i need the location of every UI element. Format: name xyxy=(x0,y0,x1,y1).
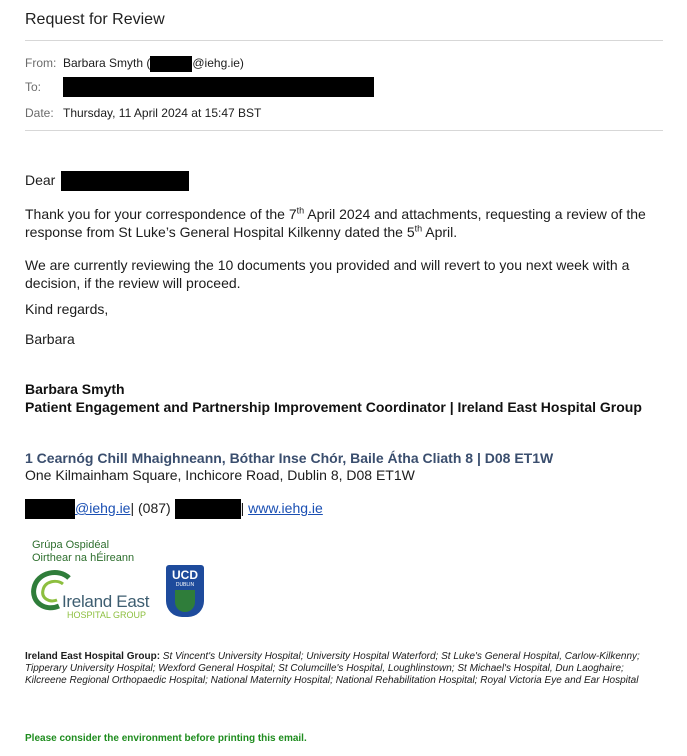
from-name: Barbara Smyth ( xyxy=(63,56,151,71)
logo-irish-line2: Oirthear na hÉireann xyxy=(32,552,135,564)
logo-brand-sub: HOSPITAL GROUP xyxy=(67,610,147,620)
greeting-text: Dear xyxy=(25,172,56,188)
environment-note: Please consider the environment before printing this email. xyxy=(25,733,307,744)
date-row xyxy=(25,106,262,120)
address-english: One Kilmainham Square, Inchicore Road, Dublin 8, D08 ET1W xyxy=(25,467,415,483)
contact-line xyxy=(25,499,323,519)
logo-brand-main: Ireland East xyxy=(62,592,150,611)
paragraph-2: We are currently reviewing the 10 documents you provided and will revert to you next week with a decision, if the review will proceed. xyxy=(25,257,630,291)
redacted-block xyxy=(175,499,241,519)
harp-icon xyxy=(175,590,195,612)
closing: Kind regards, xyxy=(25,301,109,317)
p1-part-a: Thank you for your correspondence of the 7 xyxy=(25,206,297,222)
signoff: Barbara xyxy=(25,331,75,347)
website-link[interactable]: www.iehg.ie xyxy=(248,500,323,516)
logo-irish-line1: Grúpa Ospidéal xyxy=(32,539,110,551)
header-divider-bottom xyxy=(25,130,663,131)
ireland-east-logo xyxy=(25,534,215,630)
date-value: Thursday, 11 April 2024 at 15:47 BST xyxy=(63,106,262,120)
redacted-block xyxy=(25,499,75,519)
email-link[interactable]: @iehg.ie xyxy=(75,500,131,516)
to-label: To: xyxy=(25,80,42,94)
separator: | xyxy=(240,500,245,516)
phone-prefix: | (087) xyxy=(130,500,171,516)
redacted-block xyxy=(61,171,189,191)
footer-hospitals xyxy=(25,651,655,687)
from-label: From: xyxy=(25,56,57,70)
ordinal-suffix: th xyxy=(414,223,423,234)
ucd-sub-text: DUBLIN xyxy=(175,582,195,588)
redacted-block xyxy=(150,56,192,72)
footer-hospital-list: St Vincent's University Hospital; University Hospital Waterford; St Luke's General Hospital, Carlow-Kilkenny; Tipperary University Hospital; Wexford General Hospital; St Columcille's Hospital, Loughlinstown; St Michael's Hospital, Dun Laoghaire; Kilcreene Regional Orthopaedic Hospital; National Maternity Hospital; National Rehabilitation Hospital; Royal Victoria Eye and Ear Hospital xyxy=(25,651,640,686)
p1-part-b: April 2024 and attachments, requesting a review of the response from St Luke’s General Hospital Kilkenny dated the 5 xyxy=(25,206,646,240)
p1-part-c: April. xyxy=(422,224,458,240)
redacted-block xyxy=(63,77,374,97)
header-divider xyxy=(25,40,663,41)
to-row xyxy=(25,80,41,94)
paragraph-1 xyxy=(25,205,665,241)
email-subject: Request for Review xyxy=(25,11,165,28)
signature-name: Barbara Smyth xyxy=(25,381,125,397)
ucd-crest xyxy=(166,565,204,617)
from-row xyxy=(25,56,244,71)
address-irish: 1 Cearnóg Chill Mhaighneann, Bóthar Inse Chór, Baile Átha Cliath 8 | D08 ET1W xyxy=(25,450,554,466)
ucd-text: UCD xyxy=(172,568,198,582)
greeting xyxy=(25,171,665,191)
date-label: Date: xyxy=(25,106,54,120)
from-domain: @iehg.ie) xyxy=(192,56,244,71)
ordinal-suffix: th xyxy=(296,205,305,216)
signature-title: Patient Engagement and Partnership Improvement Coordinator | Ireland East Hospital Group xyxy=(25,399,642,415)
footer-group-label: Ireland East Hospital Group: xyxy=(25,651,161,662)
